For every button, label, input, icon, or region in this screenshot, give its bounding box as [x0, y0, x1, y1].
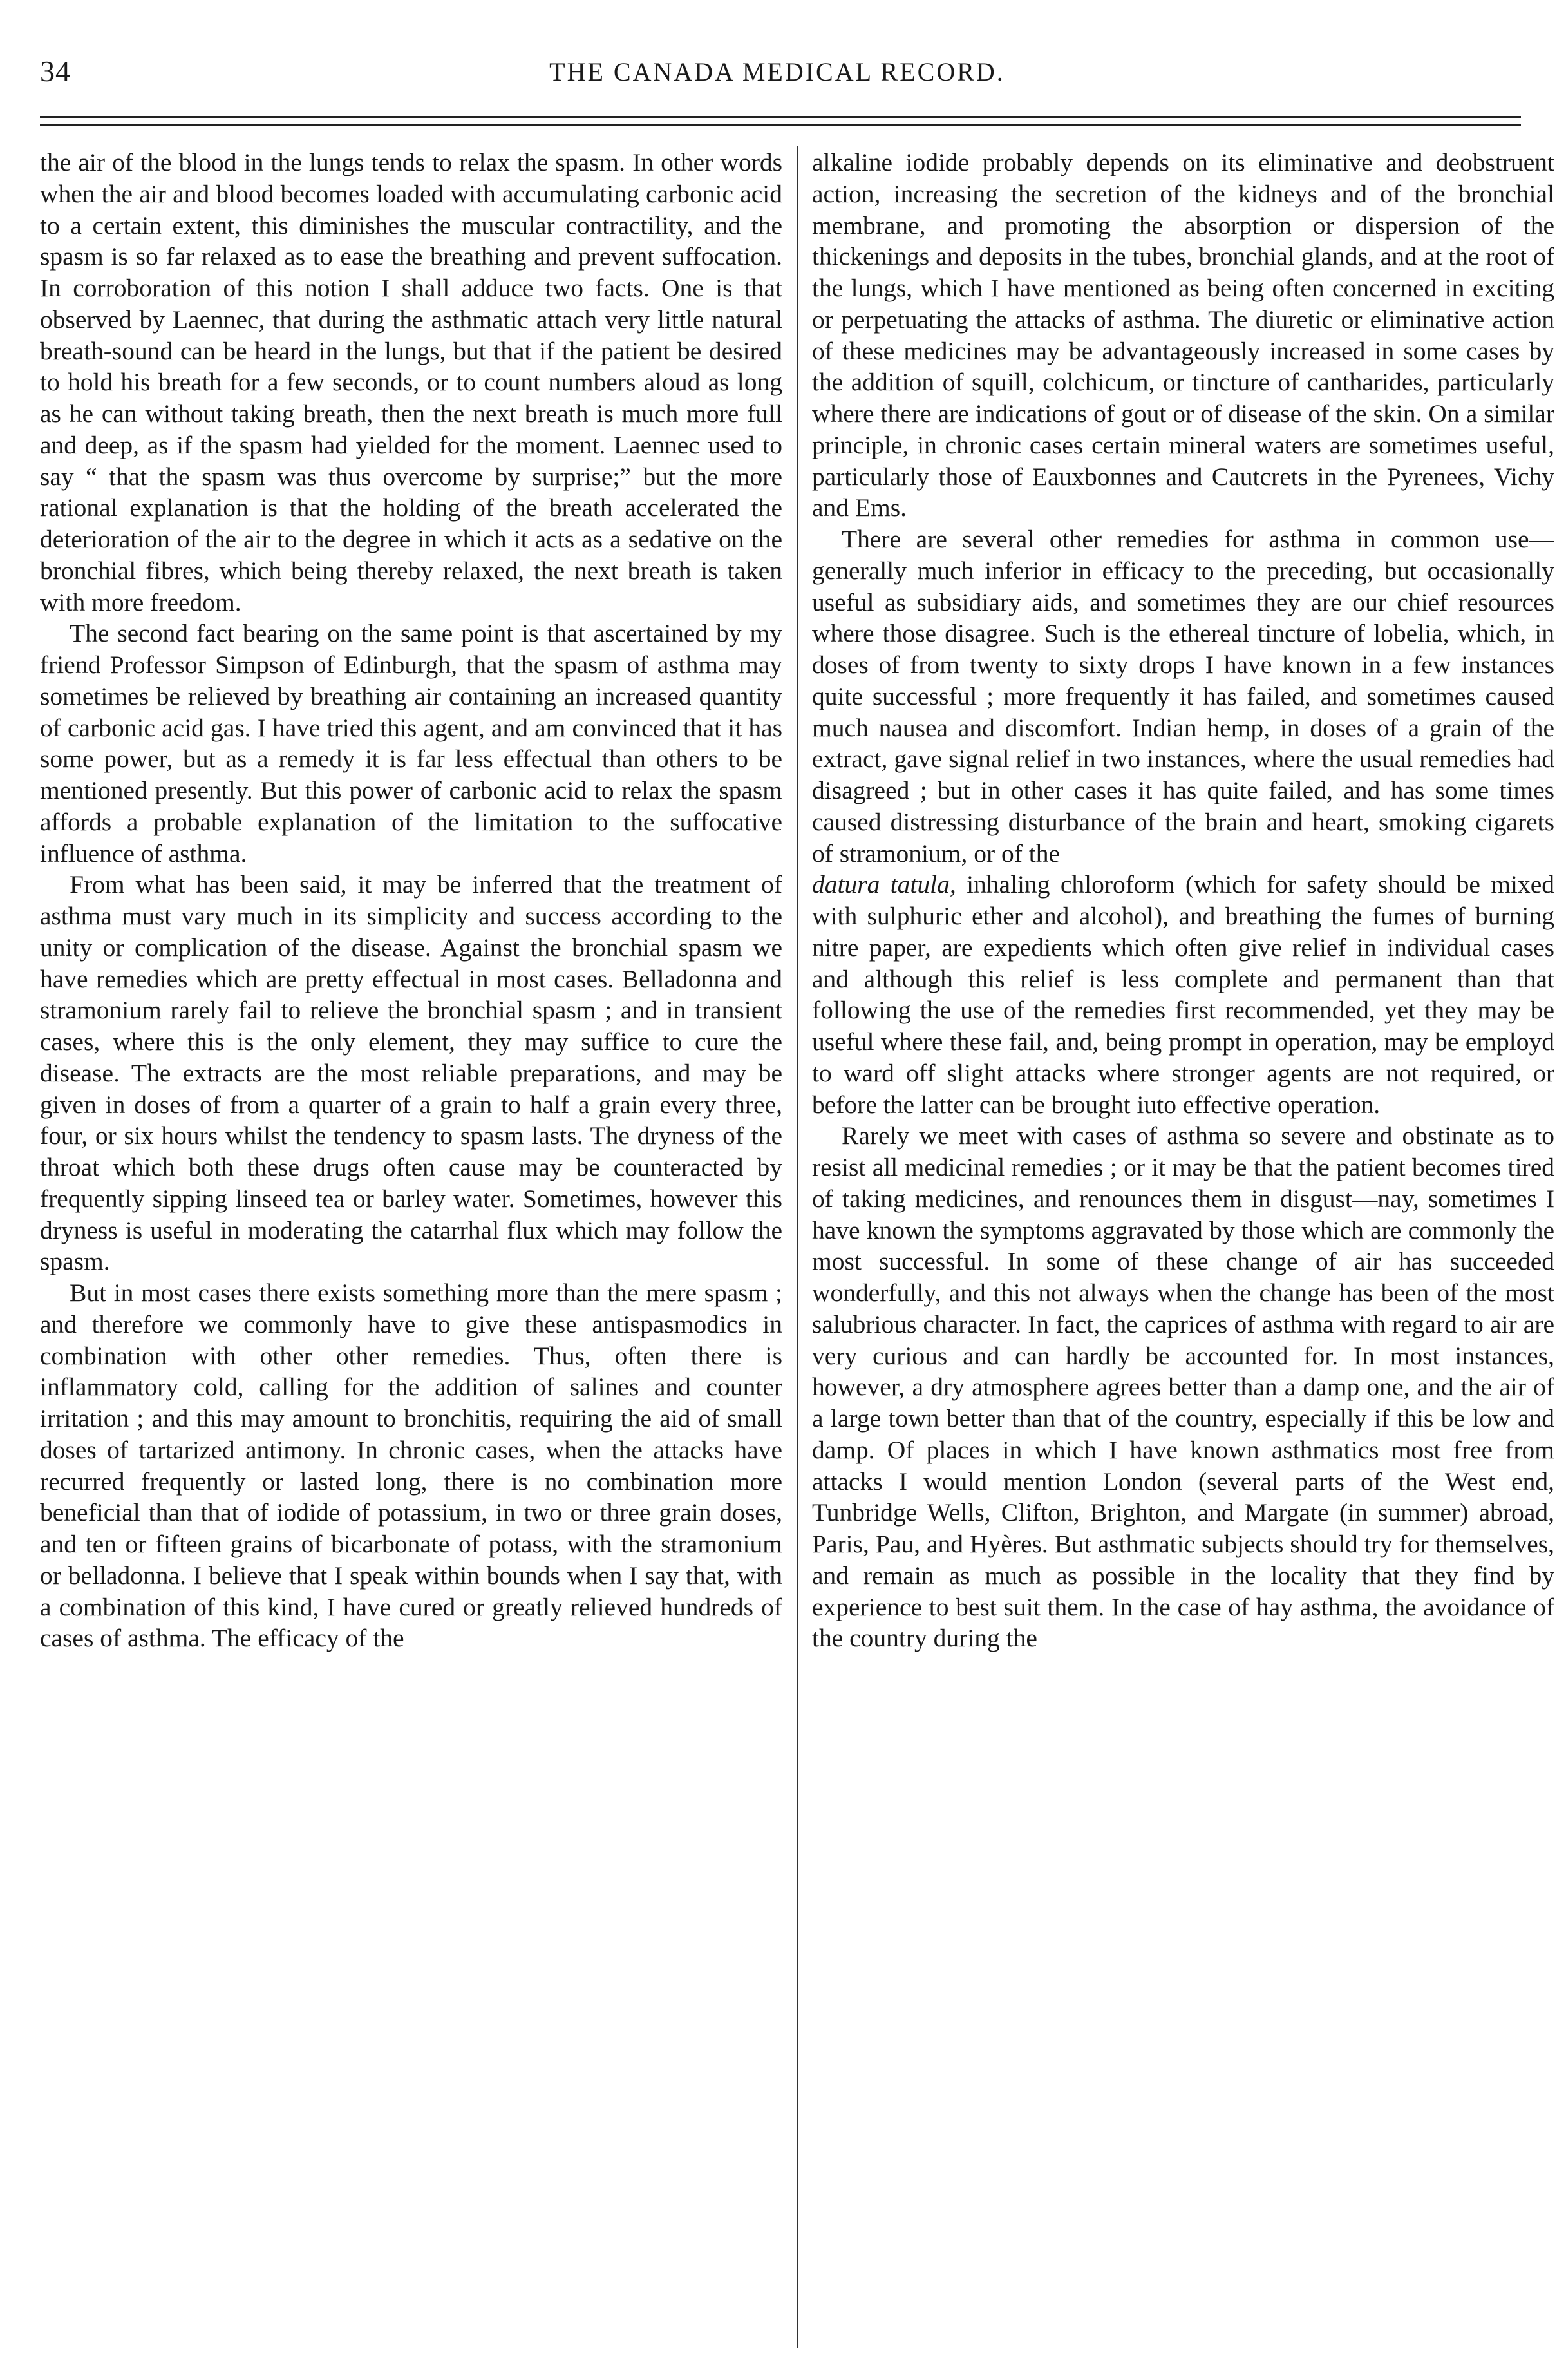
paragraph-continuation: [812, 869, 1554, 1120]
paragraph: But in most cases there exists something more than the mere spasm ; and therefore we commonly have to give these antispasmodics in combination with other other remedies. Thus, often there is inflammatory cold, calling for the addition of salines and counter irritation ; and this may amount to bronchitis, requiring the aid of small doses of tartarized antimony. In chronic cases, when the attacks have recurred frequently or lasted long, there is no combination more beneficial than that of iodide of potassium, in two or three grain doses, and ten or fifteen grains of bicarbonate of potass, with the stramonium or belladonna. I believe that I speak within bounds when I say that, with a combination of this kind, I have cured or greatly relieved hundreds of cases of asthma. The efficacy of the: [40, 1279, 782, 1653]
paragraph-text: inhaling chloroform (which for safety should be mixed with sulphuric ether and alcohol), and breathing the fumes of burning nitre paper, are expedients which often give relief in individual cases and although this relief is less complete and permanent than that following the use of the remedies first recommended, yet they may be useful where these fail, and, being prompt in operation, may be employd to ward off slight attacks where stronger agents are not required, or before the latter can be brought iuto effective operation.: [812, 870, 1554, 1119]
paragraph: From what has been said, it may be inferred that the treatment of asthma must vary much in its simplicity and success according to the unity or complication of the disease. Against the bronchial spasm we have remedies which are pretty effectual in most cases. Belladonna and stramonium rarely fail to relieve the bronchial spasm ; and in transient cases, where this is the only element, they may suffice to cure the disease. The extracts are the most reliable preparations, and may be given in doses of from a quarter of a grain to half a grain every three, four, or six hours whilst the tendency to spasm lasts. The dryness of the throat which both these drugs often cause may be counteracted by frequently sipping linseed tea or barley water. Sometimes, however this dryness is useful in moderating the catarrhal flux which may follow the spasm.: [40, 870, 782, 1276]
column-divider: [797, 146, 798, 2348]
paragraph: The second fact bearing on the same point is that ascertained by my friend Professor Simpson of Edinburgh, that the spasm of asthma may sometimes be relieved by breathing air containing an increased quantity of carbonic acid gas. I have tried this agent, and am convinced that it has some power, but as a remedy it is far less effectual than others to be mentioned presently. But this power of carbonic acid to relax the spasm affords a probable explanation of the limitation to the suffocative influence of asthma.: [40, 619, 782, 868]
italic-term: datura tatula,: [812, 870, 956, 899]
running-header: [40, 54, 1514, 93]
header-rule-thick: [40, 116, 1521, 118]
journal-title: THE CANADA MEDICAL RECORD.: [549, 57, 1005, 86]
paragraph: There are several other remedies for asthma in common use—generally much inferior in efficacy to the preceding, but occasionally useful as subsidiary aids, and sometimes they are our chief resources where those disagree. Such is the ethereal tincture of lobelia, which, in doses of from twenty to sixty drops I have known in a few instances quite successful ; more frequently it has failed, and sometimes caused much nausea and discomfort. Indian hemp, in doses of a grain of the extract, gave signal relief in two instances, where the usual remedies had disagreed ; but in other cases it has quite failed, and has some times caused distressing disturbance of the brain and heart, smoking cigarets of stramonium, or of the: [812, 525, 1554, 868]
paragraph: Rarely we meet with cases of asthma so severe and obstinate as to resist all medicinal remedies ; or it may be that the patient becomes tired of taking medicines, and renounces them in disgust—nay, sometimes I have known the symptoms aggravated by those which are commonly the most successful. In some of these change of air has succeeded wonderfully, and this not always when the change has been of the most salubrious character. In fact, the caprices of asthma with regard to air are very curious and can hardly be accounted for. In most instances, however, a dry atmosphere agrees better than a damp one, and the air of a large town better than that of the country, especially if this be low and damp. Of places in which I have known asthmatics most free from attacks I would mention London (several parts of the West end, Tunbridge Wells, Clifton, Brighton, and Margate (in summer) abroad, Paris, Pau, and Hyères. But asthmatic subjects should try for themselves, and remain as much as possible in the locality that they find by experience to best suit them. In the case of hay asthma, the avoidance of the country during the: [812, 1121, 1554, 1653]
paragraph: the air of the blood in the lungs tends to relax the spasm. In other words when the air and blood becomes loaded with accumulating carbonic acid to a certain extent, this diminishes the muscular contractility, and the spasm is so far relaxed as to ease the breathing and prevent suffocation. In corroboration of this notion I shall adduce two facts. One is that observed by Laennec, that during the asthmatic attach very little natural breath-sound can be heard in the lungs, but that if the patient be desired to hold his breath for a few seconds, or to count numbers aloud as long as he can without taking breath, then the next breath is much more full and deep, as if the spasm had yielded for the moment. Laennec used to say “ that the spasm was thus overcome by surprise;” but the more rational explanation is that the holding of the breath accelerated the deterioration of the air to the degree in which it acts as a sedative on the bronchial fibres, which being thereby relaxed, the next breath is taken with more freedom.: [40, 148, 782, 616]
right-column: [812, 147, 1554, 2363]
paragraph: alkaline iodide probably depends on its eliminative and deobstruent action, increasing the secretion of the kidneys and of the bronchial membrane, and promoting the absorption or dispersion of the thickenings and deposits in the tubes, bronchial glands, and at the root of the lungs, which I have mentioned as being often concerned in exciting or perpetuating the attacks of asthma. The diuretic or eliminative action of these medicines may be advantageously increased in some cases by the addition of squill, colchicum, or tincture of cantharides, particularly where there are indications of gout or of disease of the skin. On a similar principle, in chronic cases certain mineral waters are sometimes useful, particularly those of Eauxbonnes and Cautcrets in the Pyrenees, Vichy and Ems.: [812, 148, 1554, 522]
left-column: [40, 147, 782, 2363]
page-number: 34: [40, 55, 71, 88]
header-rule-thin: [40, 124, 1521, 126]
